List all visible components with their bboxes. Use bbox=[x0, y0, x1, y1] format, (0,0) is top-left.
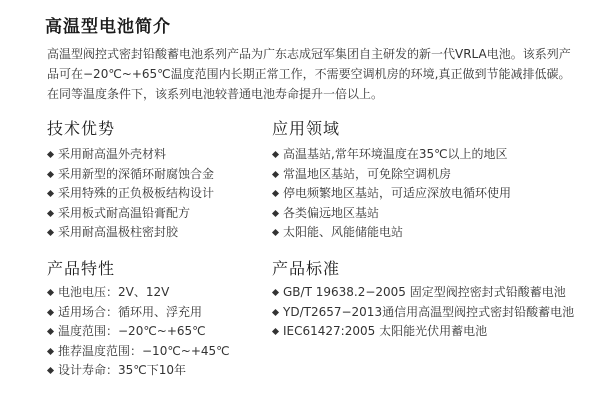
diamond-bullet-icon bbox=[47, 171, 54, 178]
list-item-text: IEC61427:2005 太阳能光伏用蓄电池 bbox=[283, 324, 488, 338]
list-item-text: 常温地区基站，可免除空调机房 bbox=[283, 166, 452, 181]
list-item-text: 高温基站,常年环境温度在35℃以上的地区 bbox=[283, 147, 508, 161]
diamond-bullet-icon bbox=[47, 328, 54, 335]
list-item-text: 采用特殊的正负极板结构设计 bbox=[58, 186, 215, 200]
list-item bbox=[272, 322, 574, 342]
list-item-text: 采用耐高温外壳材料 bbox=[58, 147, 167, 161]
list-item-text: GB/T 19638.2−2005 固定型阀控密封式铅酸蓄电池 bbox=[283, 285, 566, 299]
diamond-bullet-icon bbox=[47, 190, 54, 197]
diamond-bullet-icon bbox=[47, 309, 54, 316]
list-item-text: 采用新型的深循环耐腐蚀合金 bbox=[58, 166, 215, 181]
list-item bbox=[272, 165, 511, 185]
diamond-bullet-icon bbox=[272, 309, 279, 316]
product-standards-list bbox=[272, 283, 574, 342]
diamond-bullet-icon bbox=[47, 151, 54, 158]
diamond-bullet-icon bbox=[272, 289, 279, 296]
list-item bbox=[272, 145, 511, 165]
intro-paragraph: 高温型阀控式密封铅酸蓄电池系列产品为广东志成冠军集团自主研发的新一代VRLA电池。该系列产品可在−20℃~+65℃温度范围内长期正常工作，不需要空调机房的环境,真正做到节能减排低碳。在同等温度条件下，该系列电池较普通电池寿命提升一倍以上。 bbox=[47, 47, 571, 101]
diamond-bullet-icon bbox=[47, 289, 54, 296]
diamond-bullet-icon bbox=[272, 210, 279, 217]
list-item bbox=[47, 283, 230, 303]
diamond-bullet-icon bbox=[47, 348, 54, 355]
list-item-text: 电池电压：2V、12V bbox=[58, 285, 170, 299]
list-item bbox=[272, 283, 574, 303]
list-item bbox=[47, 361, 230, 381]
list-item bbox=[47, 303, 230, 323]
diamond-bullet-icon bbox=[272, 190, 279, 197]
list-item bbox=[47, 145, 214, 165]
list-item bbox=[47, 165, 214, 185]
section-title-product-standards: 产品标准 bbox=[272, 259, 341, 278]
list-item bbox=[47, 342, 230, 362]
section-title-applications: 应用领域 bbox=[272, 119, 341, 138]
list-item-text: YD/T2657−2013通信用高温型阀控式密封铅酸蓄电池 bbox=[283, 304, 575, 319]
diamond-bullet-icon bbox=[272, 171, 279, 178]
diamond-bullet-icon bbox=[272, 328, 279, 335]
list-item bbox=[272, 223, 511, 243]
list-item bbox=[272, 303, 574, 323]
list-item bbox=[272, 204, 511, 224]
diamond-bullet-icon bbox=[272, 229, 279, 236]
list-item-text: 停电频繁地区基站，可适应深放电循环使用 bbox=[283, 186, 512, 200]
diamond-bullet-icon bbox=[47, 210, 54, 217]
page-title: 高温型电池简介 bbox=[45, 17, 171, 37]
list-item bbox=[47, 204, 214, 224]
list-item-text: 推荐温度范围：−10℃~+45℃ bbox=[58, 343, 230, 358]
list-item bbox=[47, 184, 214, 204]
list-item bbox=[272, 184, 511, 204]
list-item-text: 各类偏远地区基站 bbox=[283, 205, 380, 220]
diamond-bullet-icon bbox=[47, 367, 54, 374]
product-features-list bbox=[47, 283, 230, 381]
list-item bbox=[47, 223, 214, 243]
list-item bbox=[47, 322, 230, 342]
section-title-tech-advantages: 技术优势 bbox=[47, 119, 116, 138]
tech-advantages-list bbox=[47, 145, 214, 243]
section-title-product-features: 产品特性 bbox=[47, 259, 116, 278]
list-item-text: 采用耐高温极柱密封胶 bbox=[58, 225, 179, 239]
list-item-text: 采用板式耐高温铅膏配方 bbox=[58, 205, 191, 220]
list-item-text: 适用场合：循环用、浮充用 bbox=[58, 304, 203, 319]
list-item-text: 设计寿命：35℃下10年 bbox=[58, 363, 187, 377]
list-item-text: 温度范围：−20℃~+65℃ bbox=[58, 324, 206, 338]
diamond-bullet-icon bbox=[47, 229, 54, 236]
list-item-text: 太阳能、风能储能电站 bbox=[283, 225, 404, 239]
applications-list bbox=[272, 145, 511, 243]
diamond-bullet-icon bbox=[272, 151, 279, 158]
